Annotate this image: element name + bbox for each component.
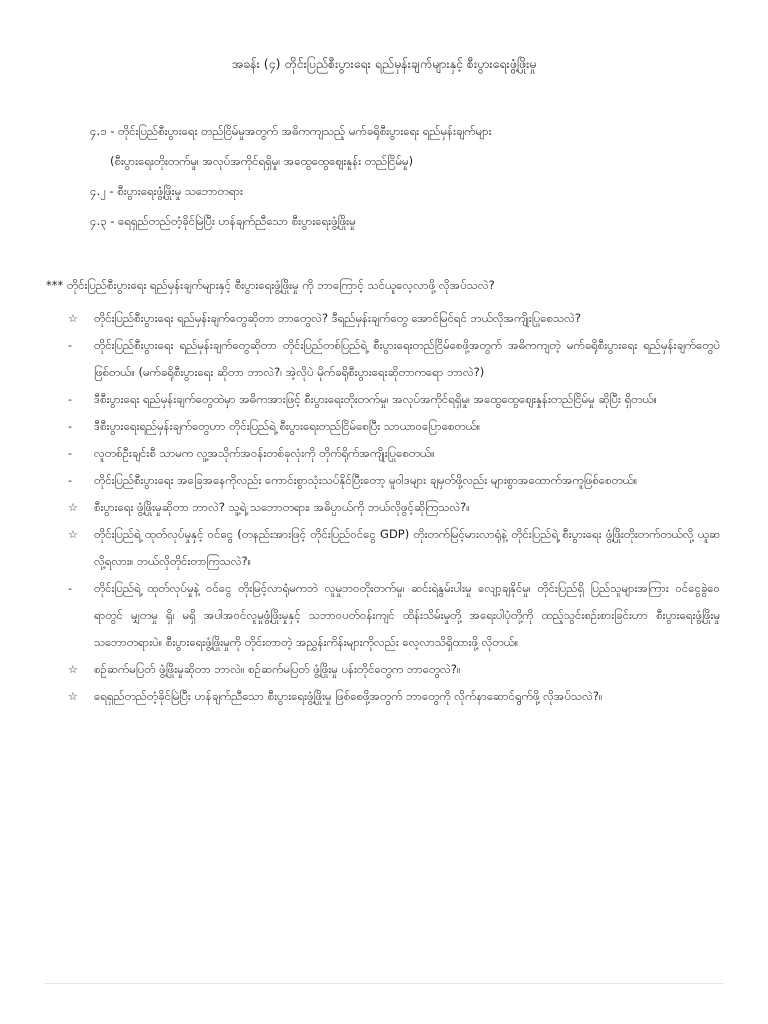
list-item <box>68 440 720 467</box>
list-item-text: တိုင်းပြည်စီးပွားရေး ရည်မှန်းချက်တွေဆိုတာ ဘာတွေလဲ? ဒီရည်မှန်းချက်တွေ အောင်မြင်ရင် ဘယ်လိုအကျိုးပြုစေသလဲ? <box>94 311 581 325</box>
star-bullet-icon: ☆ <box>68 501 78 514</box>
dash-bullet: - <box>68 339 72 352</box>
section-item: ၄.၃ - ရေရှည်တည်တံ့ခိုင်မြဲပြီး ဟန်ချက်ညီသော စီးပွားရေးဖွံ့ဖြိုးမှု <box>90 214 356 228</box>
page-divider <box>44 983 724 984</box>
dash-bullet: - <box>68 474 72 487</box>
list-item-text: တိုင်းပြည်ရဲ့ ထုတ်လုပ်မှုနှင့် ဝင်ငွေ (တနည်းအားဖြင့် တိုင်းပြည်ဝင်ငွေ GDP) တိုးတက်မြင့်မားလာရုံနဲ့ တိုင်းပြည်ရဲ့ စီးပွားရေး ဖွံ့ဖြိုးတိုးတက်တယ်လို့ ယူဆလို့ရလား။ ဘယ်လိုတိုင်းတာကြသလဲ?။ <box>94 527 720 568</box>
list-item-text: တိုင်းပြည်ရဲ့ ထုတ်လုပ်မှုနဲ့ ဝင်ငွေ တိုးမြင့်လာရုံမကဘဲ လူမှုဘဝတိုးတက်မှု၊ ဆင်းရဲနွမ်းပါးမှု လျော့ချနိုင်မှု၊ တိုင်းပြည်ရှိ ပြည်သူများအကြား ဝင်ငွေခွဲဝေရာတွင် မျှတမှု ရှိ၊ မရှိ အပါအဝင်လူမှုဖွံ့ဖြိုးမှုနှင့် သဘာဝပတ်ဝန်းကျင် ထိန်းသိမ်းမှုတို့ အရေးပါပုံတို့ကို ထည့်သွင်းစဉ်းစားခြင်းဟာ စီးပွားရေးဖွံ့ဖြိုးမှု သဘောတရားပဲ။ စီးပွားရေးဖွံ့ဖြိုးမှုကို တိုင်းတာတဲ့ အညွှန်းကိန်းများကိုလည်း လေ့လာသိရှိထားဖို့ လိုတယ်။ <box>94 581 720 649</box>
list-item <box>68 656 720 683</box>
list-item-text: စီးပွားရေး ဖွံ့ဖြိုးမှုဆိုတာ ဘာလဲ? သူ့ရဲ့ သဘောတရား၊ အဓိပ္ပာယ်ကို ဘယ်လိုဖွင့်ဆိုကြသလဲ?။ <box>94 500 470 514</box>
section-item: ၄.၁ - တိုင်းပြည်စီးပွားရေး တည်ငြိမ်မှုအတွက် အဓိကကျသည့် မက်ခရိုစီးပွားရေး ရည်မှန်းချက်များ <box>90 124 492 138</box>
list-item <box>68 413 720 440</box>
list-item <box>68 575 720 656</box>
star-bullet-icon: ☆ <box>68 528 78 541</box>
list-item <box>68 467 720 494</box>
list-item <box>68 494 720 521</box>
list-item-text: ရေရှည်တည်တံ့ခိုင်မြဲပြီး ဟန်ချက်ညီသော စီးပွားရေးဖွံ့ဖြိုးမှု ဖြစ်စေဖို့အတွက် ဘာတွေကို လိုက်နာဆောင်ရွက်ဖို့ လိုအပ်သလဲ?။ <box>94 689 603 703</box>
dash-bullet: - <box>68 393 72 406</box>
dash-bullet: - <box>68 420 72 433</box>
chapter-title: အခန်း (၄) တိုင်းပြည်စီးပွားရေး ရည်မှန်းချက်များနှင့် စီးပွားရေးဖွံ့ဖြိုးမှု <box>231 56 537 71</box>
list-item-text: တိုင်းပြည်စီးပွားရေး ရည်မှန်းချက်တွေဆိုတာ တိုင်းပြည်တစ်ပြည်ရဲ့ စီးပွားရေးတည်ငြိမ်စေဖို့အတွက် အဓိကကျတဲ့ မက်ခရိုစီးပွားရေး ရည်မှန်းချက်တွေပဲ ဖြစ်တယ်။ (မက်ခရိုစီးပွားရေး ဆိုတာ ဘာလဲ?၊ အဲ့လိုပဲ မိုက်ခရိုစီးပွားရေးဆိုတာကရော ဘာလဲ?) <box>94 338 720 379</box>
list-item-text: ဒီစီးပွားရေးရည်မှန်းချက်တွေဟာ တိုင်းပြည်ရဲ့ စီးပွားရေးတည်ငြိမ်စေပြီး သာယာဝပြောစေတယ်။ <box>94 419 481 433</box>
list-item <box>68 305 720 332</box>
section-list <box>90 122 710 242</box>
dash-bullet: - <box>68 447 72 460</box>
list-item <box>68 521 720 575</box>
list-item <box>68 386 720 413</box>
list-item-text: လူတစ်ဦးချင်းစီ သာမက လူ့အသိုက်အဝန်းတစ်ခုလုံးကို တိုက်ရိုက်အကျိုးပြုစေတယ်။ <box>94 446 435 460</box>
list-item-text: စဉ်ဆက်မပြတ် ဖွံ့ဖြိုးမှုဆိုတာ ဘာလဲ။ စဉ်ဆက်မပြတ် ဖွံ့ဖြိုးမှု ပန်းတိုင်တွေက ဘာတွေလဲ?။ <box>94 662 461 676</box>
star-bullet-icon: ☆ <box>68 312 78 325</box>
star-bullet-icon: ☆ <box>68 690 78 703</box>
list-item <box>68 332 720 386</box>
bullet-list <box>68 305 720 710</box>
star-bullet-icon: ☆ <box>68 663 78 676</box>
dash-bullet: - <box>68 582 72 595</box>
list-item-text: တိုင်းပြည်စီးပွားရေး အခြေအနေကိုလည်း ကောင်းစွာသုံးသပ်နိုင်ပြီးတော့ မူဝါဒများ ချမှတ်ဖို့လည်း များစွာအထောက်အကူဖြစ်စေတယ်။ <box>94 473 638 487</box>
section-item: ၄.၂ - စီးပွားရေးဖွံ့ဖြိုးမှု သဘောတရား <box>90 184 243 198</box>
guiding-question: *** တိုင်းပြည်စီးပွားရေး ရည်မှန်းချက်များနှင့် စီးပွားရေးဖွံ့ဖြိုးမှု ကို ဘာကြောင့် သင်ယူလေ့လာဖို့ လိုအပ်သလဲ? <box>46 278 495 292</box>
list-item <box>68 683 720 710</box>
list-item-text: ဒီစီးပွားရေး ရည်မှန်းချက်တွေထဲမှာ အဓိကအားဖြင့် စီးပွားရေးတိုးတက်မှု၊ အလုပ်အကိုင်ရရှိမှု၊ အထွေထွေဈေးနှုန်းတည်ငြိမ်မှု ဆိုပြီး ရှိတယ်။ <box>94 392 657 406</box>
section-subtitle: (စီးပွားရေးတိုးတက်မှု၊ အလုပ်အကိုင်ရရှိမှု၊ အထွေထွေဈေးနှုန်း တည်ငြိမ်မှု) <box>110 154 414 168</box>
